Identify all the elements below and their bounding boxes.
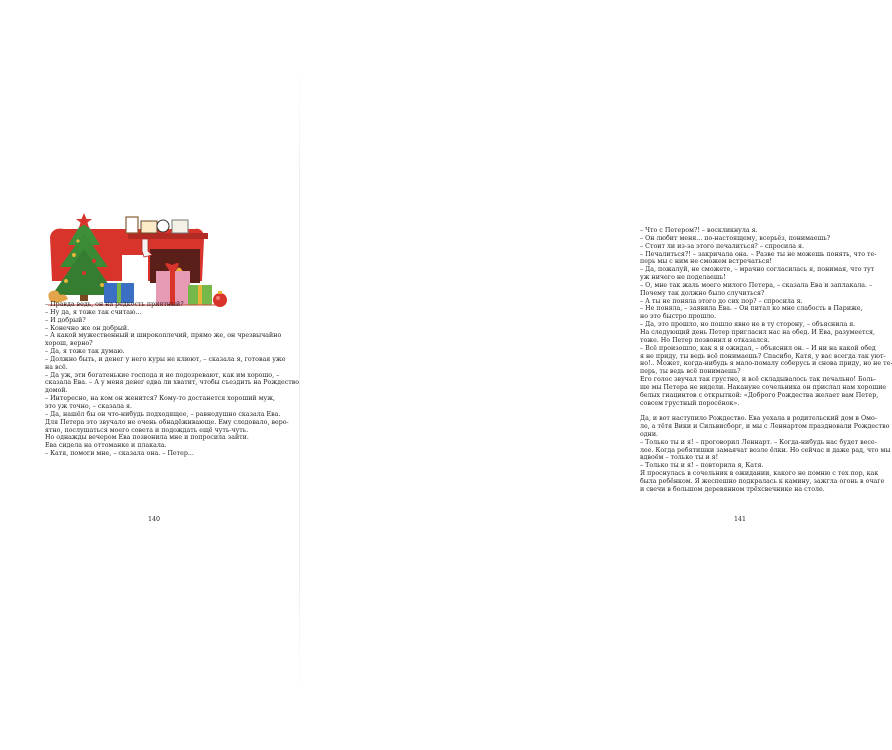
right-page <box>300 0 892 750</box>
picture-frame <box>141 221 157 233</box>
text-line: Почему так должно было случиться? <box>640 289 765 297</box>
text-line: – О, мне так жаль моего милого Петера, – сказала Ева и заплакала. – <box>640 281 873 289</box>
text-line: – Только ты и я! – повторила я, Катя. <box>640 462 764 470</box>
text-line: вдвоём – только ты и я! <box>640 454 719 462</box>
text-line: уж ничего не поделаешь! <box>640 274 726 282</box>
ornament <box>76 239 79 242</box>
left-page-text <box>45 301 300 458</box>
text-line: – Печалиться?! – закричала она. – Разве ты не можешь понять, что те- <box>640 250 877 258</box>
picture-frame <box>172 220 188 233</box>
left-page <box>0 0 300 750</box>
page-number-left: 140 <box>147 516 161 523</box>
text-line: белых гиацинтов с открыткой: «Доброго Рождества желает вам Петер, <box>640 391 879 399</box>
text-line: совсем грустный поросёнок». <box>640 399 740 407</box>
text-line: – И добрый? <box>45 316 86 324</box>
ornament <box>100 283 104 287</box>
text-line: – Да, пожалуй, не сможете, – мрачно согласилась я, понимая, что тут <box>640 266 875 274</box>
ornament <box>64 279 68 283</box>
ornament <box>82 271 86 275</box>
text-line: лее. Когда ребятишки замаячат возле ёлки. Но сейчас и даже рад, что мы <box>640 446 891 454</box>
text-line: – Да, нашёл бы он что-нибудь подходящее, – равнодушно сказала Ева. <box>45 410 281 418</box>
text-line: – Конечно же он добрый. <box>45 324 130 332</box>
ornament <box>92 259 96 263</box>
text-line: одни. <box>640 430 659 438</box>
text-line: – Должно быть, и денег у него куры не клюют, – сказала я, готовая уже <box>45 355 286 363</box>
christmas-illustration <box>44 215 276 312</box>
text-line: – Правда ведь, он на редкость приятный? <box>45 301 184 308</box>
text-line: – А какой мужественный и широкоплечий, прямо же, он чрезвычайно <box>45 332 282 340</box>
text-line: тоже. Но Петер позвонил и отказался. <box>640 336 770 344</box>
text-line: Да, и вот наступило Рождество. Ева уехала в родительский дом в Омо- <box>640 415 877 423</box>
ornament <box>72 253 76 257</box>
text-line: Его голос звучал так грустно, и всё складывалось так печально! Боль- <box>640 376 877 384</box>
text-line: Но однажды вечером Ева позвонила мне и попросила зайти. <box>45 434 249 442</box>
text-line: – А ты не поняла этого до сих пор? – спросила я. <box>640 297 803 305</box>
text-line: была ребёнком. Я жеспешно подкралась к камину, зажгла огонь в очаге <box>640 478 885 485</box>
text-line: Ева сидела на оттоманке и плакала. <box>45 442 167 450</box>
text-line: это уж точно, – сказала я. <box>45 402 133 410</box>
text-line: На следующий день Петер пригласил нас на обед. И Ева, разумеется, <box>640 328 875 336</box>
text-line: – Да, я тоже так думаю. <box>45 348 125 356</box>
text-line: Для Петера это звучало не очень обнадёживающе. Ему следовало, веро- <box>45 418 289 426</box>
text-line: но это быстро прошло. <box>640 313 717 321</box>
mantel-shelf <box>128 233 208 239</box>
text-line: – Всё произошло, как я и ожидал, – объяснил он. – И ни на какой обед <box>640 344 876 352</box>
text-line: перь мы с ним не сможем встречаться! <box>640 258 772 266</box>
clock-icon <box>157 220 169 232</box>
text-line: – Не поняла, – заявила Ева. – Он питал ко мне слабость в Париже, <box>640 305 863 313</box>
text-line: ле, а тётя Вики и Сильвисборг, и мы с Леннартом праздновали Рождество <box>640 423 890 431</box>
text-line: – Катя, помоги мне, – сказала она. – Петер... <box>45 450 194 458</box>
text-line: – Да, это прошло, но пошло явно не в ту сторону, – объяснила я. <box>640 321 856 329</box>
text-line: я не приду, ты ведь всё понимаешь? Спасибо, Катя, у вас всегда так уют- <box>640 352 886 360</box>
text-line: – Ну да, я тоже так считаю... <box>45 308 142 316</box>
ornament-cap <box>218 291 222 294</box>
text-line: – Он любит меня... по-настоящему, всерьёз, понимаешь? <box>640 234 831 242</box>
text-line: домой. <box>45 387 68 395</box>
right-page-text <box>640 227 892 494</box>
text-line: – Стоит ли из-за этого печалиться? – спросила я. <box>640 242 804 250</box>
text-line: хорош, верно? <box>45 340 93 348</box>
paragraph-gap <box>640 407 855 415</box>
text-line: ятно, послушаться моего совета и подождать ещё чуть-чуть. <box>45 426 249 434</box>
text-line: – Интересно, на ком он женится? Кому-то достанется хороший муж, <box>45 395 275 403</box>
text-line: – Да уж, эти богатенькие господа и не подозревают, как им хорошо, – <box>45 371 280 379</box>
text-line: – Что с Петером?! – воскликнула я. <box>640 227 758 234</box>
text-line: сказала Ева. – А у меня денег едва ли хватит, чтобы съездить на Рождество <box>45 379 300 387</box>
page-number-right: 141 <box>733 516 747 523</box>
text-line: но!.. Может, когда-нибудь я мало-помалу соберусь и снова приду, но не те- <box>640 360 892 368</box>
gift-ribbon <box>170 271 175 305</box>
gift-ribbon <box>117 283 121 303</box>
text-line: ше мы Петера не видели. Накануне сочельника он прислал нам хорошие <box>640 383 887 391</box>
text-line: – Только ты и я! – проговорил Леннарт. – Когда-нибудь нас будет весе- <box>640 438 877 446</box>
text-line: перь, ты ведь всё понимаешь? <box>640 368 741 376</box>
text-line: на всё. <box>45 363 68 371</box>
picture-frame <box>126 217 138 233</box>
ornament-shine <box>216 296 220 300</box>
text-line: и свечи в большом деревянном трёхсвечнике на столе. <box>640 485 825 493</box>
text-line: Я проснулась в сочельник в ожидании, какого не помню с тех пор, как <box>640 470 879 478</box>
